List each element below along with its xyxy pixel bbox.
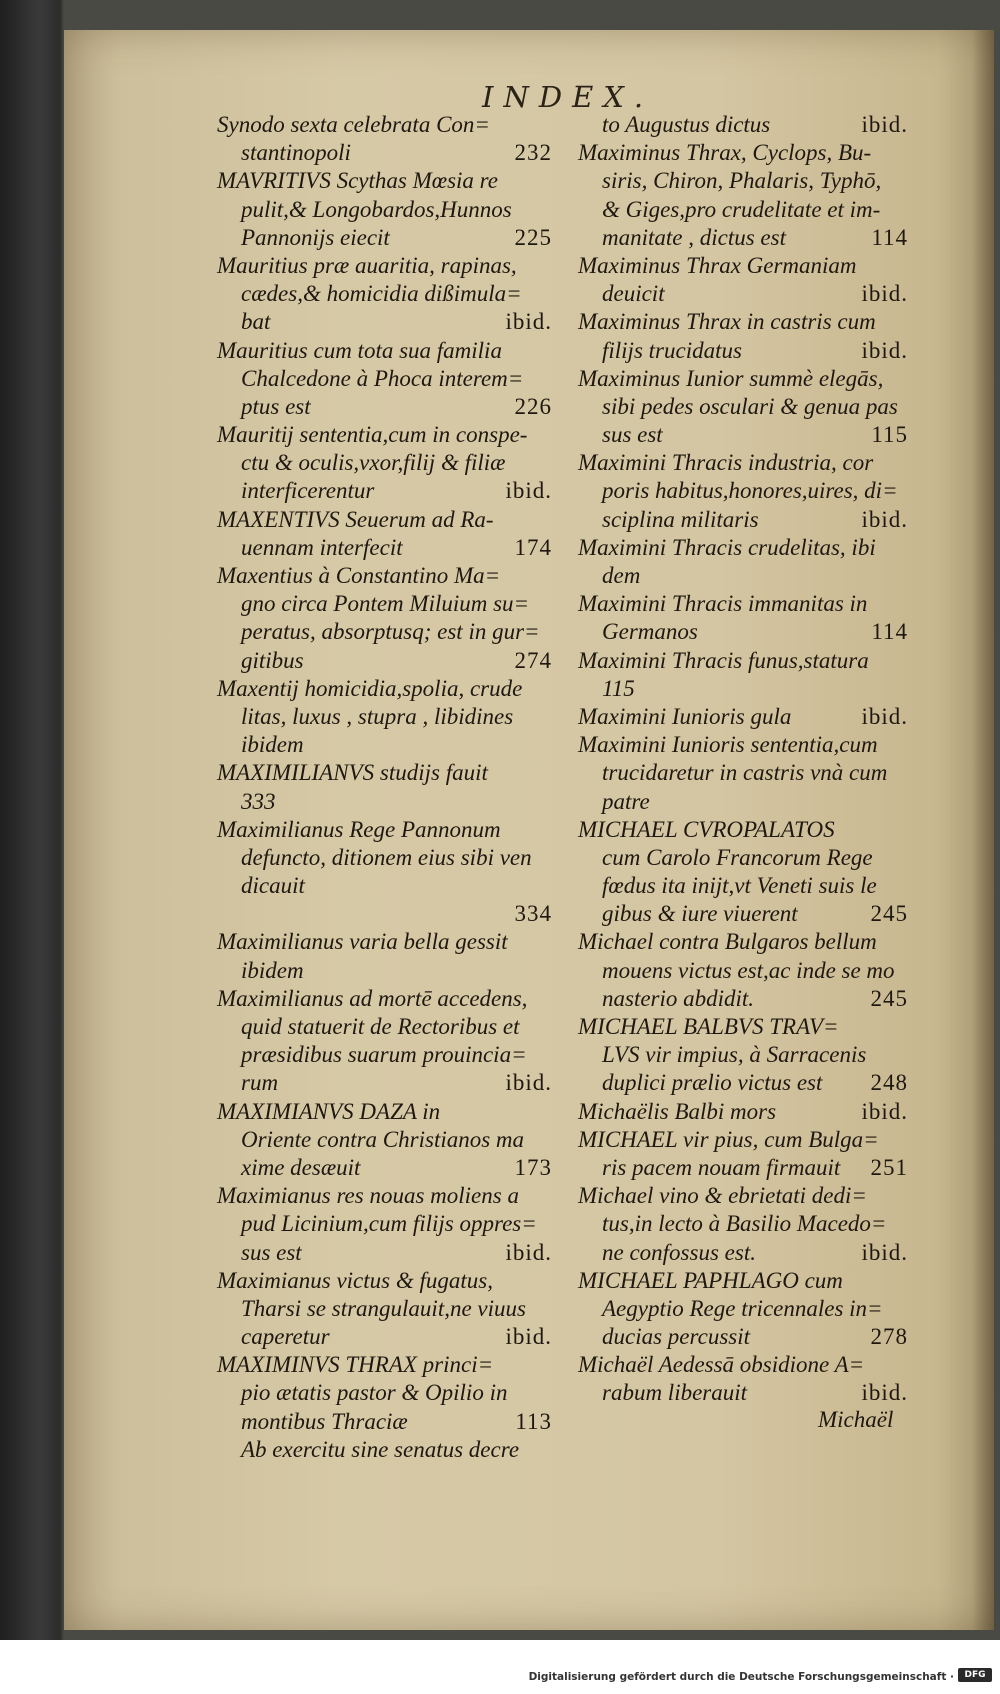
- index-line: [578, 844, 908, 872]
- index-entry-text: MICHAEL PAPHLAGO cum: [578, 1267, 843, 1293]
- index-line: [217, 224, 552, 252]
- index-line: [217, 337, 552, 365]
- index-line: [217, 731, 552, 759]
- index-entry-text: defuncto, ditionem eius sibi ven: [241, 844, 532, 870]
- index-line: [578, 111, 908, 139]
- index-entry-text: 115: [602, 675, 635, 701]
- index-column-right: [578, 111, 908, 1408]
- index-entry-text: sibi pedes osculari & genua pas: [602, 393, 898, 419]
- index-entry-text: ne confossus est.: [602, 1239, 756, 1265]
- index-entry-text: Ab exercitu sine senatus decre: [241, 1436, 520, 1462]
- index-entry-text: gitibus: [241, 647, 304, 673]
- index-line: [217, 139, 552, 167]
- index-entry-text: MICHAEL BALBVS TRAV=: [578, 1014, 839, 1039]
- page-reference: 232: [514, 140, 552, 166]
- index-entry-text: & Giges,pro crudelitate et im-: [602, 196, 881, 222]
- index-entry-text: Maximini Iunioris gula: [578, 703, 792, 729]
- index-line: [217, 562, 552, 590]
- index-entry-text: peratus, absorptusq; est in gur=: [241, 619, 540, 645]
- index-entry-text: mouens victus est,ac inde se mo: [602, 957, 895, 983]
- index-line: [578, 788, 908, 816]
- index-line: [578, 534, 908, 562]
- page-reference: ibid.: [505, 1324, 552, 1350]
- index-line: [217, 196, 552, 224]
- page-reference: 226: [514, 393, 552, 419]
- index-line: [578, 224, 908, 252]
- index-line: [217, 308, 552, 336]
- index-line: [578, 872, 908, 900]
- index-entry-text: cum Carolo Francorum Rege: [602, 844, 873, 870]
- index-entry-text: fœdus ita inijt,vt Veneti suis le: [602, 873, 877, 899]
- index-line: [578, 562, 908, 590]
- page-reference: 113: [515, 1408, 552, 1434]
- index-line: [578, 900, 908, 928]
- index-line: [578, 308, 908, 336]
- index-line: [578, 731, 908, 759]
- catchword: Michaël: [818, 1407, 894, 1432]
- page-reference: ibid.: [861, 703, 908, 729]
- index-line: [217, 1069, 552, 1097]
- index-entry-text: MICHAEL vir pius, cum Bulga=: [578, 1126, 879, 1152]
- index-entry-text: sciplina militaris: [602, 506, 759, 532]
- index-line: [578, 477, 908, 505]
- index-entry-text: siris, Chiron, Phalaris, Typhō,: [602, 168, 882, 194]
- index-entry-text: manitate , dictus est: [602, 224, 786, 250]
- index-entry-text: ibidem: [241, 732, 304, 758]
- index-line: [217, 844, 552, 872]
- index-line: [578, 196, 908, 224]
- page-reference: ibid.: [861, 112, 908, 137]
- index-entry-text: Maximilianus ad mortē accedens,: [217, 985, 528, 1011]
- index-entry-text: Mauritij sententia,cum in conspe-: [217, 422, 528, 448]
- page-reference: 245: [870, 985, 908, 1011]
- index-entry-text: Aegyptio Rege tricennales in=: [602, 1295, 883, 1321]
- index-entry-text: poris habitus,honores,uires, di=: [602, 478, 898, 504]
- index-line: [217, 928, 552, 956]
- index-line: [217, 1154, 552, 1182]
- page-reference: ibid.: [861, 281, 908, 307]
- index-entry-text: dem: [602, 563, 641, 588]
- index-entry-text: sus est: [241, 1239, 302, 1265]
- index-line: [217, 167, 552, 195]
- page-reference: ibid.: [861, 337, 908, 363]
- index-entry-text: to Augustus dictus: [602, 112, 771, 137]
- index-entry-text: patre: [602, 788, 650, 814]
- index-entry-text: Maximinus Thrax in castris cum: [578, 309, 876, 335]
- index-entry-text: pio ætatis pastor & Opilio in: [241, 1380, 508, 1406]
- index-line: [578, 816, 908, 844]
- index-entry-text: Maximini Thracis industria, cor: [578, 450, 874, 476]
- index-line: [217, 1323, 552, 1351]
- index-line: [217, 872, 552, 900]
- index-entry-text: Maximilianus varia bella gessit: [217, 929, 508, 955]
- index-line: [217, 393, 552, 421]
- index-line: [578, 1295, 908, 1323]
- index-line: [578, 1126, 908, 1154]
- index-column-left: [217, 111, 552, 1464]
- index-line: [217, 421, 552, 449]
- index-entry-text: MAXIMIANVS DAZA in: [217, 1098, 441, 1124]
- index-line: [217, 1182, 552, 1210]
- index-entry-text: Maximinus Iunior summè elegās,: [578, 365, 884, 391]
- index-entry-text: 333: [241, 788, 276, 814]
- index-entry-text: caperetur: [241, 1324, 330, 1350]
- index-line: [217, 280, 552, 308]
- index-entry-text: trucidaretur in castris vnà cum: [602, 760, 888, 786]
- index-entry-text: deuicit: [602, 281, 665, 307]
- index-entry-text: MAXENTIVS Seuerum ad Ra-: [217, 506, 494, 532]
- index-entry-text: LVS vir impius, à Sarracenis: [602, 1042, 867, 1068]
- index-entry-text: Michaëlis Balbi mors: [578, 1098, 777, 1124]
- index-line: [578, 139, 908, 167]
- page-edge-shadow: [972, 30, 994, 1630]
- page-reference: 278: [870, 1324, 908, 1350]
- index-line: [217, 788, 552, 816]
- index-line: [578, 1239, 908, 1267]
- index-entry-text: Tharsi se strangulauit,ne viuus: [241, 1295, 526, 1321]
- index-entry-text: Michael vino & ebrietati dedi=: [578, 1183, 867, 1209]
- index-line: [217, 985, 552, 1013]
- index-line: [217, 1210, 552, 1238]
- index-entry-text: Chalcedone à Phoca interem=: [241, 365, 524, 391]
- index-line: [217, 1239, 552, 1267]
- index-line: [578, 1154, 908, 1182]
- index-line: [217, 477, 552, 505]
- index-line: [578, 957, 908, 985]
- index-entry-text: pulit,& Longobardos,Hunnos: [241, 196, 512, 222]
- index-entry-text: xime desæuit: [241, 1154, 361, 1180]
- page-reference: ibid.: [505, 309, 552, 335]
- index-entry-text: gno circa Pontem Miluium su=: [241, 591, 530, 617]
- index-line: [578, 1379, 908, 1407]
- page-reference: 174: [514, 534, 552, 560]
- page-reference: 173: [514, 1154, 552, 1180]
- index-line: [217, 759, 552, 787]
- index-line: [578, 1323, 908, 1351]
- index-entry-text: ctu & oculis,vxor,filij & filiæ: [241, 450, 506, 476]
- index-line: [578, 1267, 908, 1295]
- index-entry-text: Synodo sexta celebrata Con=: [217, 112, 490, 137]
- page-reference: 248: [870, 1070, 908, 1096]
- index-entry-text: Mauritius præ auaritia, rapinas,: [217, 252, 517, 278]
- page-reference: ibid.: [861, 1098, 908, 1124]
- index-entry-text: Maximilianus Rege Pannonum: [217, 816, 501, 842]
- index-line: [217, 1408, 552, 1436]
- index-entry-text: ptus est: [241, 393, 311, 419]
- index-entry-text: quid statuerit de Rectoribus et: [241, 1014, 520, 1039]
- index-line: [578, 1182, 908, 1210]
- index-line: [217, 647, 552, 675]
- digitization-footer: [0, 1640, 1000, 1694]
- index-line: [217, 1098, 552, 1126]
- index-entry-text: Maximini Thracis crudelitas, ibi: [578, 534, 876, 560]
- index-line: [217, 252, 552, 280]
- index-entry-text: Germanos: [602, 619, 698, 645]
- index-entry-text: duplici prælio victus est: [602, 1070, 823, 1096]
- index-entry-text: præsidibus suarum prouincia=: [241, 1042, 527, 1068]
- index-entry-text: Maximini Thracis immanitas in: [578, 591, 868, 617]
- index-line: [578, 1098, 908, 1126]
- index-entry-text: Maximinus Thrax, Cyclops, Bu-: [578, 140, 872, 166]
- index-line: [578, 703, 908, 731]
- index-line: [578, 675, 908, 703]
- page-reference: 115: [871, 422, 908, 448]
- index-entry-text: Mauritius cum tota sua familia: [217, 337, 502, 363]
- index-line: [217, 1013, 552, 1041]
- page-reference: 245: [870, 901, 908, 927]
- index-entry-text: Michael contra Bulgaros bellum: [578, 929, 877, 955]
- page-reference: ibid.: [505, 1070, 552, 1096]
- index-entry-text: tus,in lecto à Basilio Macedo=: [602, 1211, 887, 1237]
- page-reference: ibid.: [861, 1239, 908, 1265]
- page-reference: 225: [514, 224, 552, 250]
- index-entry-text: Maximianus res nouas moliens a: [217, 1183, 519, 1209]
- index-line: [217, 816, 552, 844]
- index-entry-text: ibidem: [241, 957, 304, 983]
- index-entry-text: bat: [241, 309, 271, 335]
- index-line: [578, 252, 908, 280]
- index-line: [217, 365, 552, 393]
- index-entry-text: Oriente contra Christianos ma: [241, 1126, 525, 1152]
- page-reference: 334: [514, 901, 552, 927]
- index-line: [217, 1379, 552, 1407]
- index-entry-text: Maximini Thracis funus,statura: [578, 647, 869, 673]
- index-entry-text: MAXIMILIANVS studijs fauit: [217, 760, 488, 786]
- index-line: [578, 1351, 908, 1379]
- index-entry-text: rum: [241, 1070, 279, 1096]
- page-reference: ibid.: [861, 506, 908, 532]
- index-line: [578, 928, 908, 956]
- index-line: [217, 957, 552, 985]
- page-reference: 251: [870, 1154, 908, 1180]
- index-line: [217, 534, 552, 562]
- footer-credit: Digitalisierung gefördert durch die Deutsche Forschungsgemeinschaft ·: [528, 1671, 954, 1683]
- page-reference: 274: [514, 647, 552, 673]
- index-entry-text: filijs trucidatus: [602, 337, 742, 363]
- index-line: [217, 618, 552, 646]
- index-line: [578, 759, 908, 787]
- dfg-logo: DFG: [958, 1668, 992, 1682]
- page-reference: ibid.: [505, 1239, 552, 1265]
- index-entry-text: stantinopoli: [241, 140, 351, 166]
- index-entry-text: Michaël Aedessā obsidione A=: [578, 1352, 865, 1378]
- index-line: [217, 675, 552, 703]
- index-line: [578, 618, 908, 646]
- index-line: [217, 1351, 552, 1379]
- index-line: [217, 1126, 552, 1154]
- index-entry-text: uennam interfecit: [241, 534, 403, 560]
- index-line: [578, 1210, 908, 1238]
- index-line: [578, 365, 908, 393]
- index-line: [578, 590, 908, 618]
- index-entry-text: Maximianus victus & fugatus,: [217, 1267, 493, 1293]
- index-entry-text: cædes,& homicidia dißimula=: [241, 281, 522, 307]
- index-entry-text: montibus Thraciæ: [241, 1408, 408, 1434]
- page-header: INDEX.: [482, 80, 654, 114]
- index-entry-text: MAXIMINVS THRAX princi=: [217, 1352, 494, 1378]
- index-line: [578, 449, 908, 477]
- index-line: [578, 647, 908, 675]
- index-line: [578, 1069, 908, 1097]
- index-line: [217, 1436, 552, 1464]
- index-line: [217, 900, 552, 928]
- index-line: [578, 985, 908, 1013]
- index-entry-text: ducias percussit: [602, 1324, 750, 1350]
- index-line: [578, 280, 908, 308]
- index-entry-text: Maximinus Thrax Germaniam: [578, 252, 857, 278]
- page-reference: 114: [871, 619, 908, 645]
- index-line: [217, 590, 552, 618]
- index-entry-text: Pannonijs eiecit: [241, 224, 390, 250]
- index-entry-text: dicauit: [241, 873, 305, 899]
- index-line: [217, 1295, 552, 1323]
- index-entry-text: Maxentij homicidia,spolia, crude: [217, 675, 523, 701]
- index-line: [217, 1267, 552, 1295]
- index-entry-text: pud Licinium,cum filijs oppres=: [241, 1211, 537, 1237]
- index-entry-text: MAVRITIVS Scythas Mœsia re: [217, 168, 498, 194]
- index-line: [217, 703, 552, 731]
- page-reference: 114: [871, 224, 908, 250]
- index-entry-text: MICHAEL CVROPALATOS: [578, 816, 835, 842]
- page-reference: ibid.: [505, 478, 552, 504]
- page-reference: ibid.: [861, 1380, 908, 1406]
- index-line: [578, 167, 908, 195]
- index-line: [578, 1041, 908, 1069]
- index-entry-text: ris pacem nouam firmauit: [602, 1154, 841, 1180]
- index-line: [217, 1041, 552, 1069]
- index-line: [578, 421, 908, 449]
- index-entry-text: nasterio abdidit.: [602, 985, 755, 1011]
- index-line: [578, 1013, 908, 1041]
- index-entry-text: gibus & iure viuerent: [602, 901, 798, 927]
- index-entry-text: litas, luxus , stupra , libidines: [241, 703, 514, 729]
- index-entry-text: Maximini Iunioris sententia,cum: [578, 732, 878, 758]
- index-entry-text: interficerentur: [241, 478, 375, 504]
- index-entry-text: sus est: [602, 422, 663, 448]
- index-line: [217, 506, 552, 534]
- index-line: [217, 111, 552, 139]
- index-line: [578, 393, 908, 421]
- index-line: [217, 449, 552, 477]
- index-line: [578, 506, 908, 534]
- index-line: [578, 337, 908, 365]
- index-entry-text: Maxentius à Constantino Ma=: [217, 563, 501, 588]
- index-entry-text: rabum liberauit: [602, 1380, 748, 1406]
